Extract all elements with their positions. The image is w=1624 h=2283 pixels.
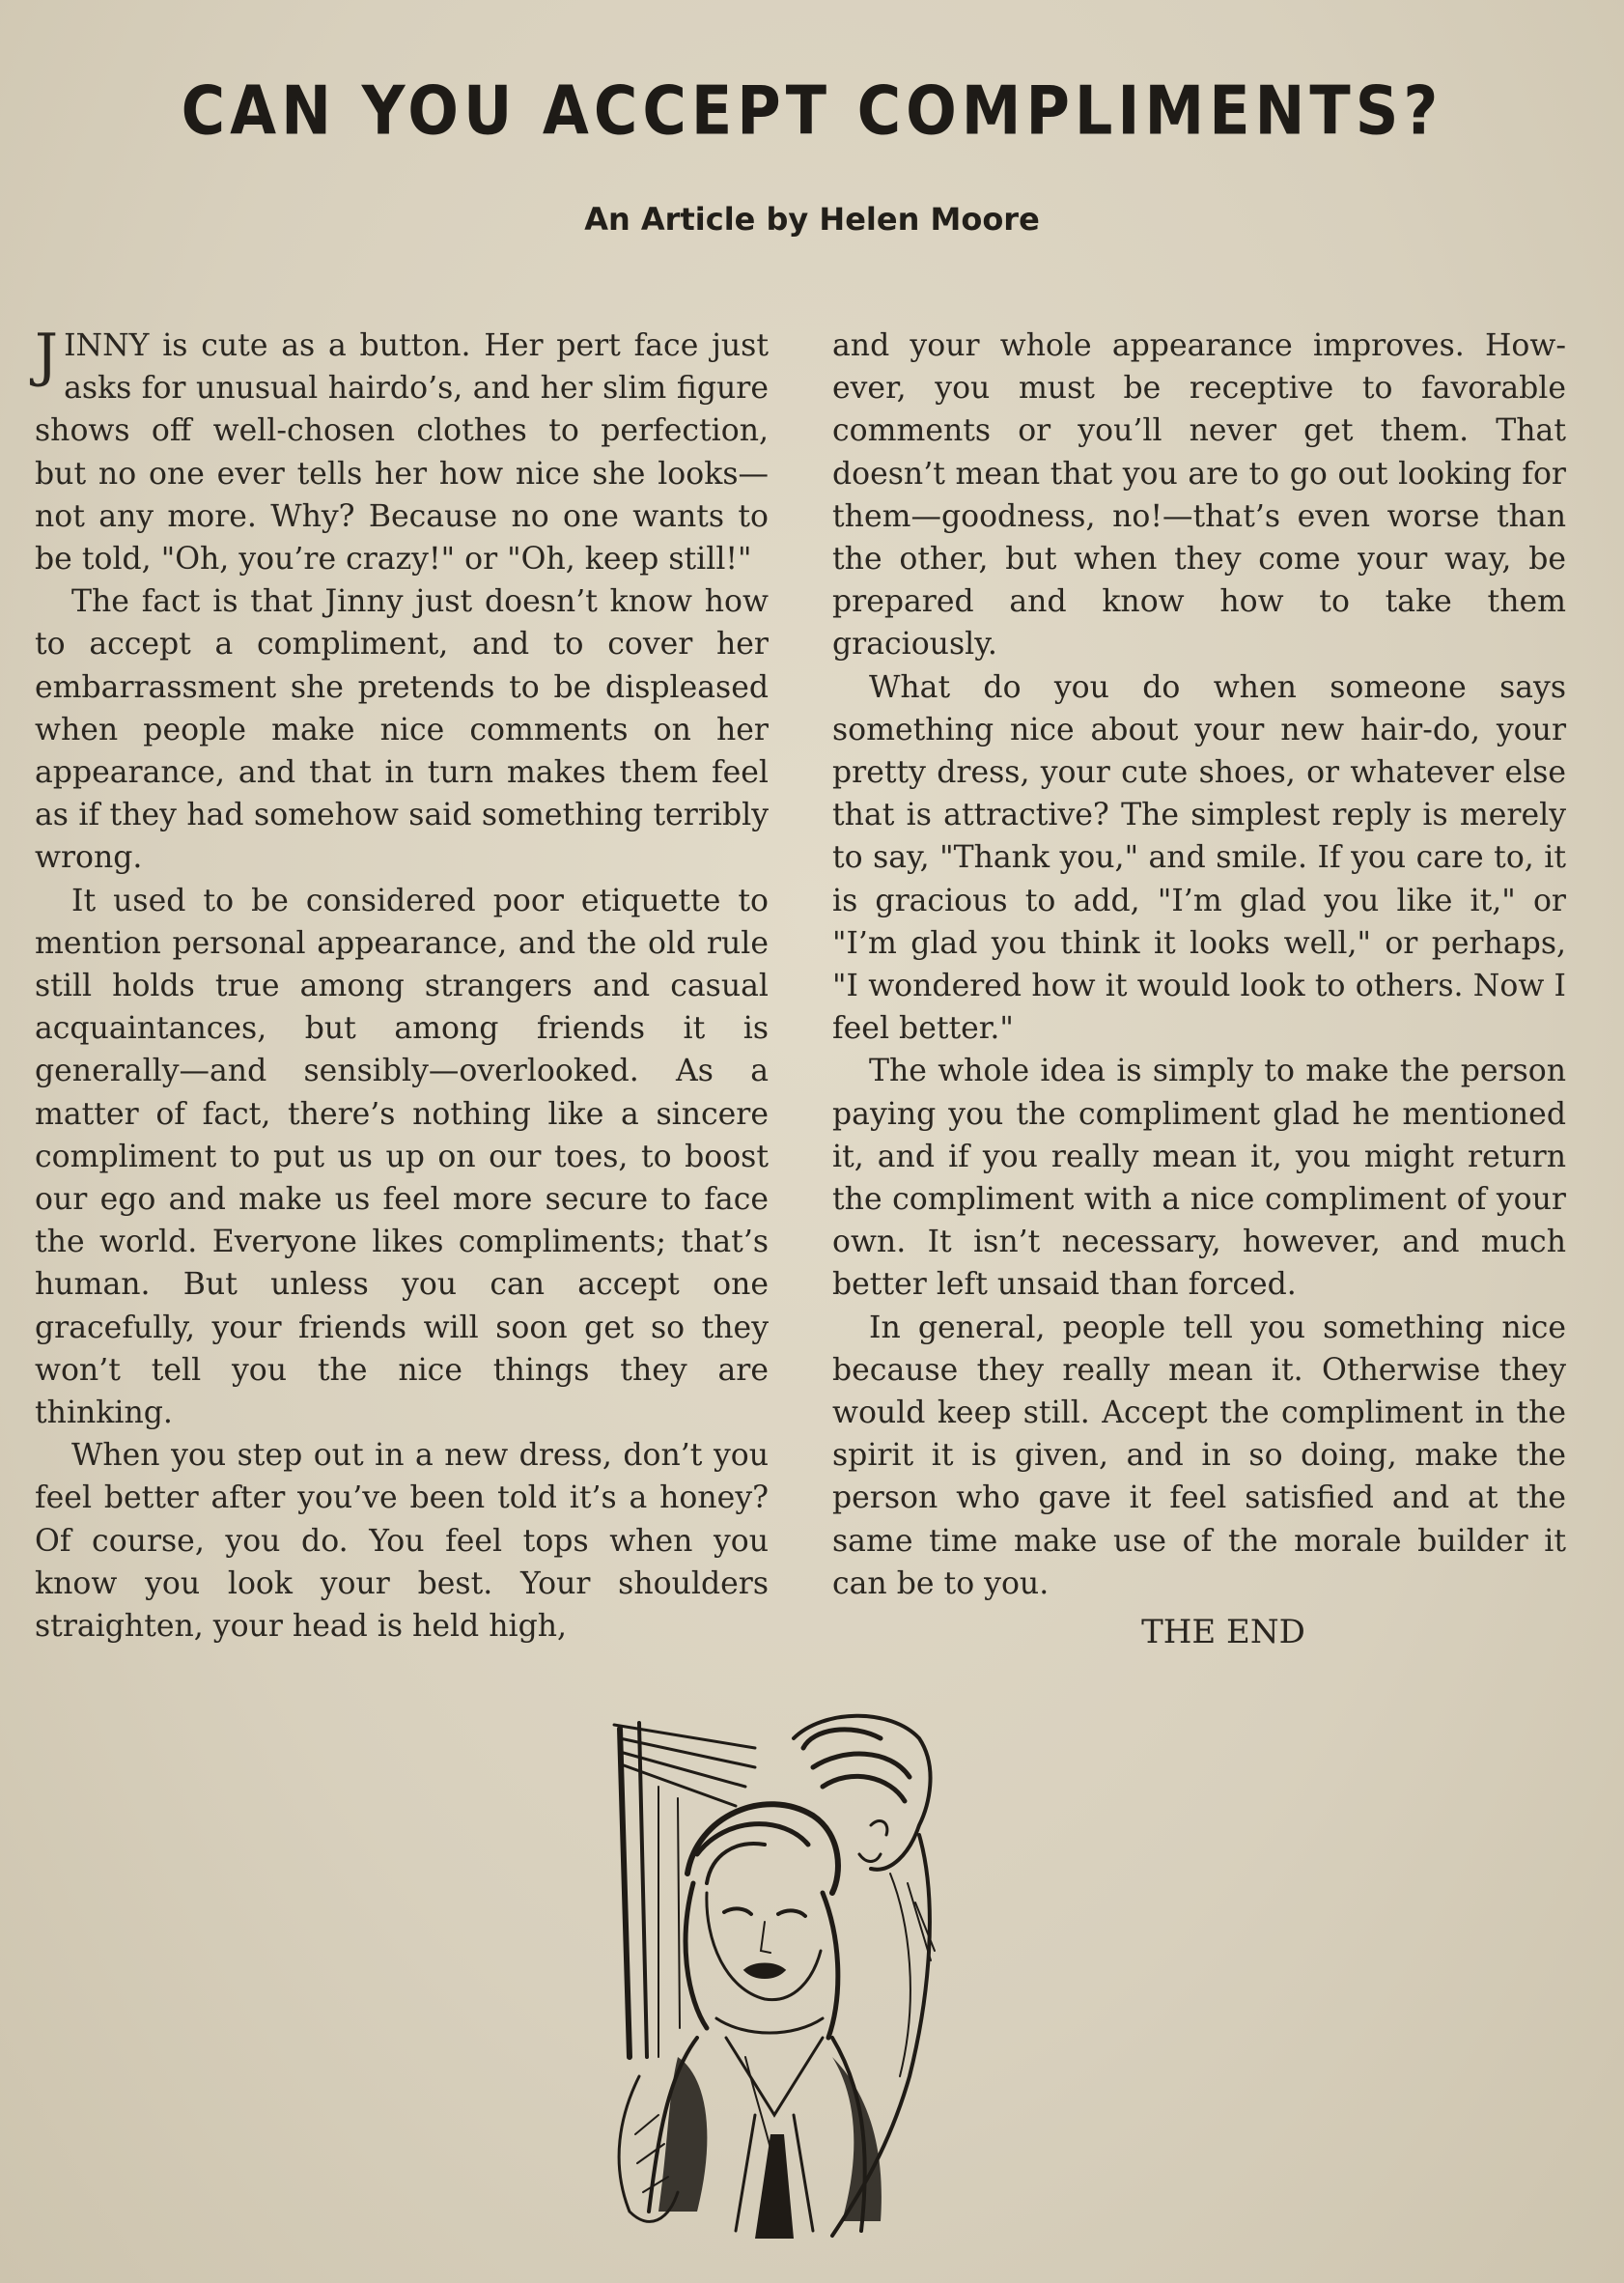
paragraph-5: and your whole appearance improves. However, you must be receptive to favorable comments or you’ll never get them. That doesn’t mean that you are to go out looking for them—goodness, no!—that’s even worse than the other, but when they come your way, be prepared and know how to take them graciously. xyxy=(832,328,1566,662)
paragraph-4: When you step out in a new dress, don’t you feel better after you’ve been told it’s a honey? Of course, you do. You feel tops when you know you look your best. Your shoulders straighten, your head is held high, xyxy=(35,1438,769,1645)
paragraph-7: The whole idea is simply to make the person paying you the compliment glad he mentioned it, and if you really mean it, you might return the compliment with a nice compliment of your own. It isn’t necessary, however, and much better left unsaid than forced. xyxy=(832,1054,1566,1303)
paragraph-2: The fact is that Jinny just doesn’t know how to accept a compliment, and to cover her embarrassment she pretends to be displeased when people make nice comments on her appearance, and that in turn makes them feel as if they had somehow said something terribly wrong. xyxy=(35,584,769,876)
paragraph-1 xyxy=(35,324,769,580)
paragraph-1-text: INNY is cute as a button. Her pert face just asks for unusual hairdo’s, and her slim figure shows off well-chosen clothes to perfection, but no one ever tells her how nice she looks—not any more. Why? Because no one wants to be told, "Oh, you’re crazy!" or "Oh, keep still!" xyxy=(35,328,769,578)
article-byline: An Article by Helen Moore xyxy=(584,201,1040,238)
paragraph-3: It used to be considered poor etiquette to mention personal appearance, and the old rule still holds true among strangers and casual acquaintances, but among friends it is generally—and sensibly—overlooked. As a matter of fact, there’s nothing like a sincere compliment to put us up on our toes, to boost our ego and make us feel more secure to face the world. Everyone likes compliments; that’s human. But unless you can accept one gracefully, your friends will soon get so they won’t tell you the nice things they are thinking. xyxy=(35,883,769,1431)
paragraph-8: In general, people tell you something nice because they really mean it. Otherwise they would keep still. Accept the compliment in the spirit it is given, and in so doing, make the person who gave it feel satisfied and at the same time make use of the morale builder it can be to you. xyxy=(832,1310,1566,1601)
couple-illustration xyxy=(601,1709,967,2250)
drop-cap: J xyxy=(35,322,59,389)
article-title: CAN YOU ACCEPT COMPLIMENTS? xyxy=(181,70,1443,151)
paragraph-6: What do you do when someone says something nice about your new hair-do, your pretty dress, your cute shoes, or whatever else that is attractive? The simplest reply is merely to say, "Thank you," and smile. If you care to, it is gracious to add, "I’m glad you like it," or "I’m glad you think it looks well," or perhaps, "I wondered how it would look to others. Now I feel better." xyxy=(832,669,1566,1047)
the-end-label: THE END xyxy=(1141,1613,1305,1652)
left-column xyxy=(35,324,769,1648)
right-column xyxy=(832,324,1566,1653)
